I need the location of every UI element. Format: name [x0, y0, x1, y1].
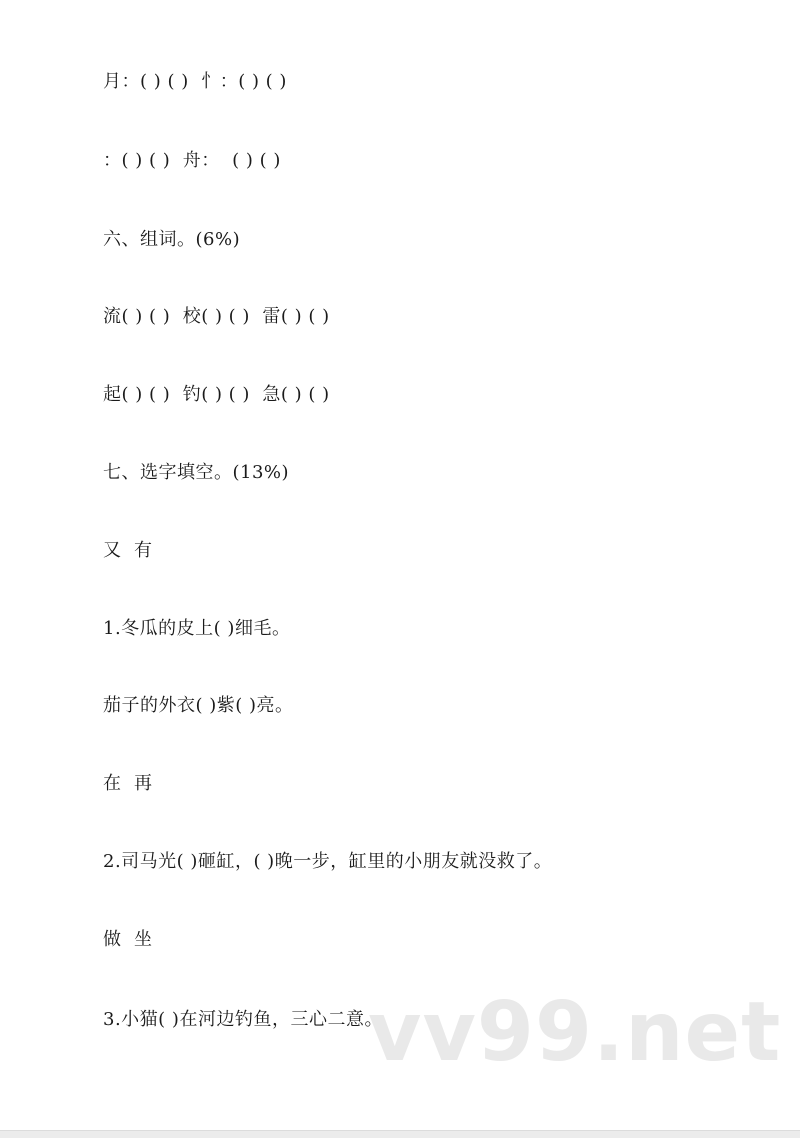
radical-row-yue-xin: 月：( ) ( ) 忄：( ) ( ) — [103, 71, 287, 92]
question-1-line-2: 茄子的外衣( )紫( )亮。 — [103, 695, 294, 716]
word-group-row-2: 起( ) ( ) 钓( ) ( ) 急( ) ( ) — [103, 384, 330, 405]
section-heading-xuanzi: 七、选字填空。(13%) — [103, 462, 290, 483]
section-heading-zuci: 六、组词。(6%) — [103, 229, 241, 250]
choice-pair-1: 又 有 — [103, 540, 153, 561]
radical-row-zhou: ：( ) ( ) 舟： ( ) ( ) — [103, 150, 281, 171]
choice-pair-2: 在 再 — [103, 773, 153, 794]
question-3: 3.小猫( )在河边钓鱼，三心二意。 — [103, 1009, 383, 1030]
watermark-text: vv99.net — [368, 985, 782, 1080]
choice-pair-3: 做 坐 — [103, 929, 153, 950]
word-group-row-1: 流( ) ( ) 校( ) ( ) 雷( ) ( ) — [103, 306, 330, 327]
question-1-line-1: 1.冬瓜的皮上( )细毛。 — [103, 618, 291, 639]
question-2: 2.司马光( )砸缸，( )晚一步，缸里的小朋友就没救了。 — [103, 851, 553, 872]
